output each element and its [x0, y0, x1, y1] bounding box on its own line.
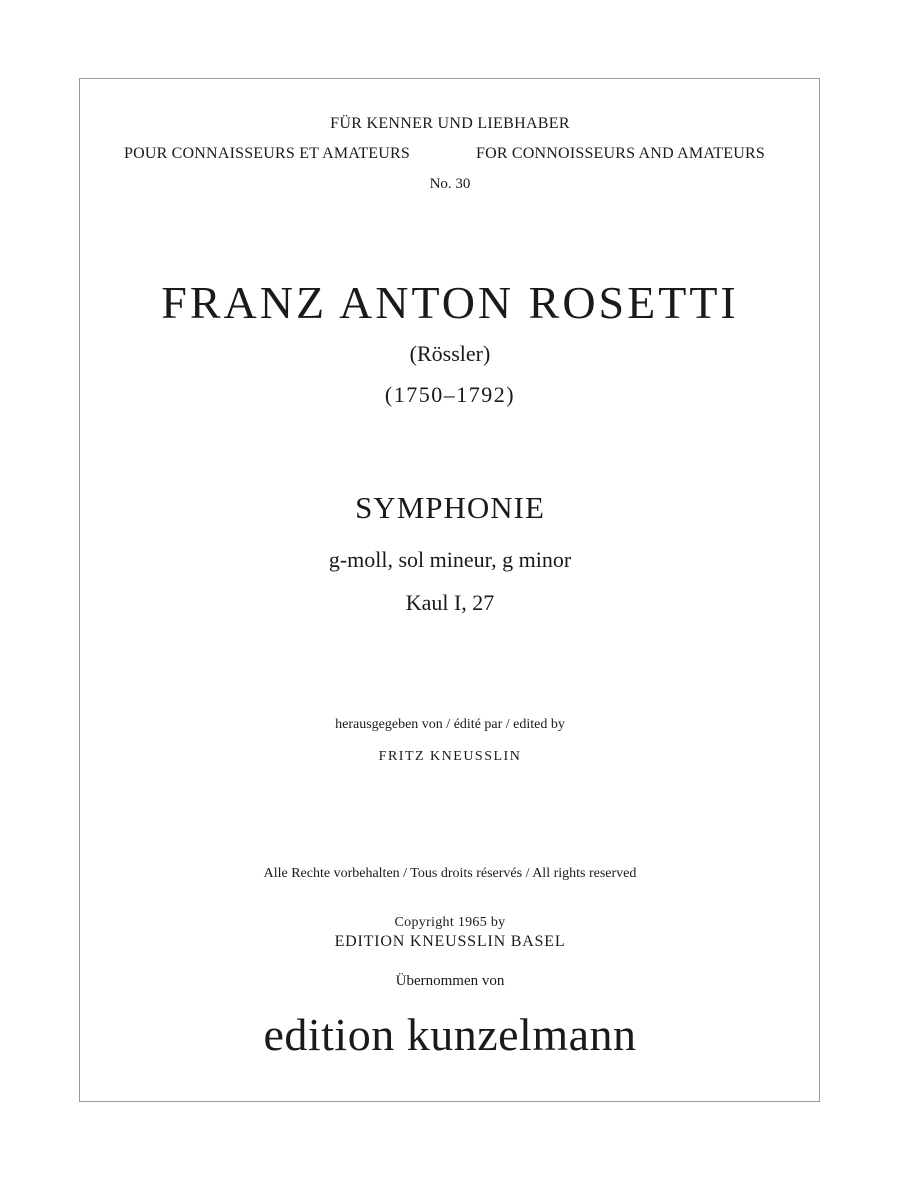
original-publisher: EDITION KNEUSSLIN BASEL — [334, 933, 566, 950]
composer-alias: (Rössler) — [409, 341, 491, 366]
copyright-notice: Copyright 1965 by — [394, 915, 506, 930]
work-catalog-number: Kaul I, 27 — [405, 590, 495, 615]
edited-by-label: herausgegeben von / édité par / edited by — [335, 717, 565, 732]
composer-name: FRANZ ANTON ROSETTI — [161, 277, 739, 328]
series-title-english: FOR CONNOISSEURS AND AMATEURS — [476, 145, 765, 162]
composer-dates: (1750–1792) — [384, 382, 516, 407]
taken-over-label: Übernommen von — [395, 973, 505, 989]
work-key: g-moll, sol mineur, g minor — [328, 547, 572, 572]
editor-name: FRITZ KNEUSSLIN — [378, 749, 522, 764]
series-title-french: POUR CONNAISSEURS ET AMATEURS — [124, 145, 411, 162]
series-number: No. 30 — [429, 176, 471, 192]
work-title: SYMPHONIE — [355, 490, 545, 525]
series-title-german: FÜR KENNER UND LIEBHABER — [330, 115, 570, 132]
current-publisher: edition kunzelmann — [263, 1009, 637, 1060]
rights-notice: Alle Rechte vorbehalten / Tous droits réservés / All rights reserved — [263, 866, 637, 881]
